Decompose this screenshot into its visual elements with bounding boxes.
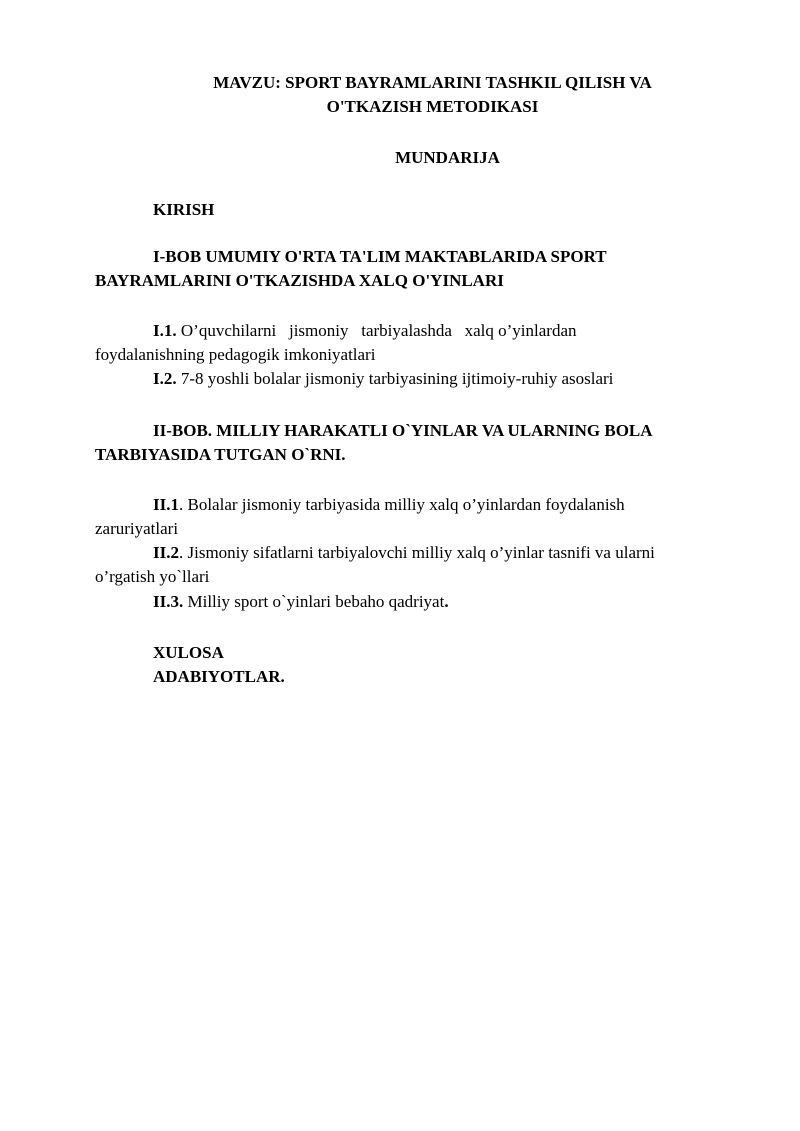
section-2-1-number: II.1 <box>153 495 179 514</box>
section-2-3-number: II.3. <box>153 592 184 611</box>
toc-section-2-1 <box>95 493 720 541</box>
section-2-3-text: Milliy sport o`yinlari bebaho qadriyat <box>183 592 445 611</box>
chapter-1-line-1: I-BOB UMUMIY O'RTA TA'LIM MAKTABLARIDA SPORT <box>153 247 607 266</box>
section-1-1-text: O’quvchilarni jismoniy tarbiyalashda xalq o’yinlardan <box>180 321 577 340</box>
section-1-1-text-cont: foydalanishning pedagogik imkoniyatlari <box>95 345 376 364</box>
toc-intro: KIRISH <box>153 200 215 219</box>
title-line-2: O'TKAZISH METODIKASI <box>326 97 539 116</box>
toc-chapter-1 <box>95 245 720 293</box>
title-line-1: MAVZU: SPORT BAYRAMLARINI TASHKIL QILISH VA <box>213 73 652 92</box>
chapter-2-line-2: TARBIYASIDA TUTGAN O`RNI. <box>95 445 346 464</box>
toc-references: ADABIYOTLAR. <box>153 667 285 686</box>
section-2-3-end: . <box>444 592 449 611</box>
chapter-2-line-1: II-BOB. MILLIY HARAKATLI O`YINLAR VA ULARNING BOLA <box>153 421 653 440</box>
toc-section-1-1 <box>95 319 720 367</box>
toc-section-2-2 <box>95 541 720 589</box>
section-2-2-text: . Jismoniy sifatlarni tarbiyalovchi milliy xalq o’yinlar tasnifi va ularni <box>178 543 655 562</box>
document-title <box>95 71 720 119</box>
section-1-2-text: 7-8 yoshli bolalar jismoniy tarbiyasining ijtimoiy-ruhiy asoslari <box>180 369 614 388</box>
section-2-1-text: . Bolalar jismoniy tarbiyasida milliy xalq o’yinlardan foydalanish <box>178 495 625 514</box>
section-2-2-text-cont: o’rgatish yo`llari <box>95 567 210 586</box>
toc-conclusion: XULOSA <box>153 643 224 662</box>
toc-section-2-3 <box>95 590 720 614</box>
chapter-1-line-2: BAYRAMLARINI O'TKAZISHDA XALQ O'YINLARI <box>95 271 504 290</box>
toc-chapter-2 <box>95 419 720 467</box>
section-1-2-number: I.2. <box>153 369 177 388</box>
section-2-1-text-cont: zaruriyatlari <box>95 519 179 538</box>
toc-section-1-2 <box>95 367 720 391</box>
section-2-2-number: II.2 <box>153 543 179 562</box>
contents-heading: MUNDARIJA <box>395 148 500 167</box>
section-1-1-number: I.1. <box>153 321 177 340</box>
